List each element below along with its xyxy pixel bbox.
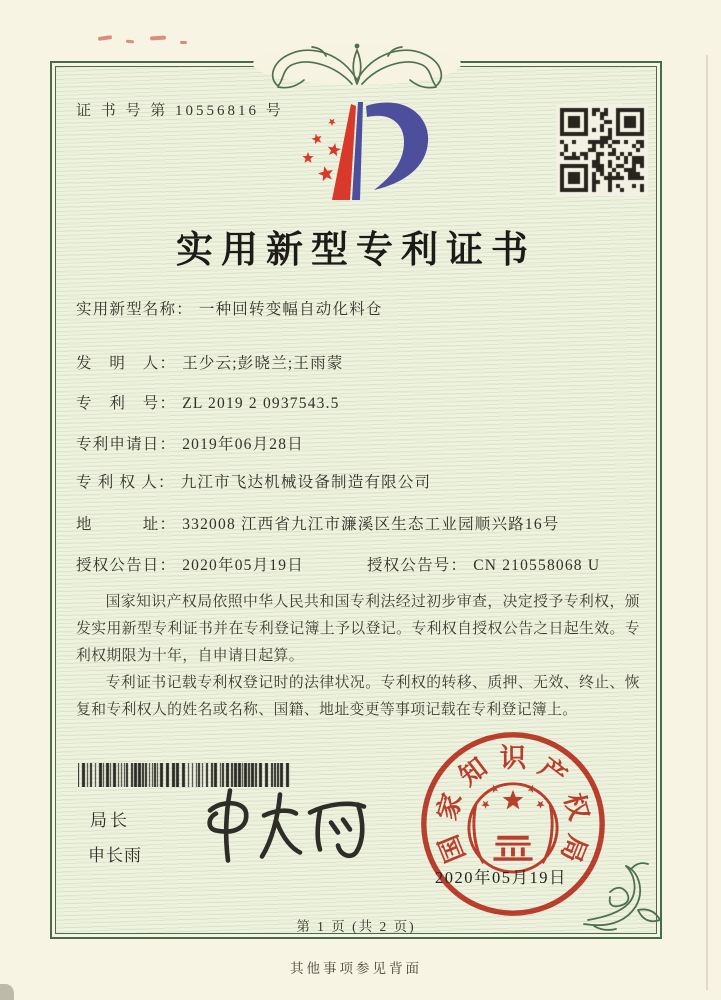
page-number: 第 1 页 (共 2 页) — [296, 919, 416, 934]
legal-text-block — [76, 589, 640, 724]
qr-code — [556, 104, 648, 196]
field-row-inventors — [76, 351, 642, 373]
field-row-grant — [76, 553, 642, 575]
field-value: ZL 2019 2 0937543.5 — [182, 395, 340, 412]
svg-text:家: 家 — [431, 789, 468, 824]
handwritten-signature — [192, 780, 377, 875]
official-seal — [415, 726, 611, 922]
red-ink-mark — [98, 35, 112, 41]
svg-text:局: 局 — [555, 830, 593, 867]
red-ink-mark — [150, 35, 166, 40]
scan-corner-smudge — [0, 984, 14, 1000]
svg-text:知: 知 — [453, 751, 493, 792]
seal-date: 2020年05月19日 — [435, 868, 567, 887]
svg-text:权: 权 — [558, 789, 595, 824]
field-label: 专利申请日： — [76, 436, 177, 453]
svg-text:产: 产 — [533, 751, 573, 792]
body-paragraph: 国家知识产权局依照中华人民共和国专利法经过初步审查，决定授予专利权，颁发实用新型专利证书并在专利登记簿上予以登记。专利权自授权公告之日起生效。专利权期限为十年，自申请日起算。 — [76, 594, 640, 665]
certificate-number: 证 书 号 第 10556816 号 — [76, 103, 284, 119]
national-emblem-icon — [469, 784, 557, 872]
field-label: 专 利 号： — [76, 395, 177, 412]
field-label: 发 明 人： — [76, 355, 177, 372]
field-value: 王少云;彭晓兰;王雨蒙 — [182, 355, 344, 372]
field-row-patent-number — [76, 391, 642, 413]
director-name: 申长雨 — [88, 846, 142, 865]
field-label: 地 址： — [76, 516, 177, 533]
field-row-patentee — [76, 470, 642, 492]
red-ink-mark — [126, 40, 134, 44]
field-row-utility-model-name — [76, 297, 642, 319]
field-value: 332008 江西省九江市濂溪区生态工业园顺兴路16号 — [182, 516, 560, 533]
field-label: 专 利 权 人： — [76, 474, 175, 491]
svg-text:国: 国 — [433, 830, 471, 867]
grant-number-label: 授权公告号： — [366, 557, 468, 574]
back-side-note: 其他事项参见背面 — [290, 961, 422, 976]
red-ink-mark — [180, 41, 187, 44]
field-value: 九江市飞达机械设备制造有限公司 — [180, 474, 432, 491]
field-row-filing-date — [76, 432, 642, 454]
certificate-title: 实用新型专利证书 — [176, 230, 536, 271]
field-label: 实用新型名称： — [76, 301, 193, 318]
svg-text:识: 识 — [499, 743, 527, 774]
grant-date-label: 授权公告日： — [76, 557, 177, 574]
grant-date-value: 2020年05月19日 — [182, 557, 304, 574]
field-value: 一种回转变幅自动化料仓 — [198, 301, 383, 318]
field-value: 2019年06月28日 — [182, 436, 304, 453]
grant-number-value: CN 210558068 U — [473, 557, 601, 574]
director-title: 局长 — [90, 811, 130, 830]
field-row-address — [76, 512, 642, 534]
cnipa-logo-icon — [288, 92, 438, 210]
scanned-paper-edge — [706, 55, 708, 990]
body-paragraph: 专利证书记载专利权登记时的法律状况。专利权的转移、质押、无效、终止、恢复和专利权人的姓名或名称、国籍、地址变更等事项记载在专利登记簿上。 — [76, 675, 640, 719]
dragon-flourish-icon — [242, 36, 472, 100]
